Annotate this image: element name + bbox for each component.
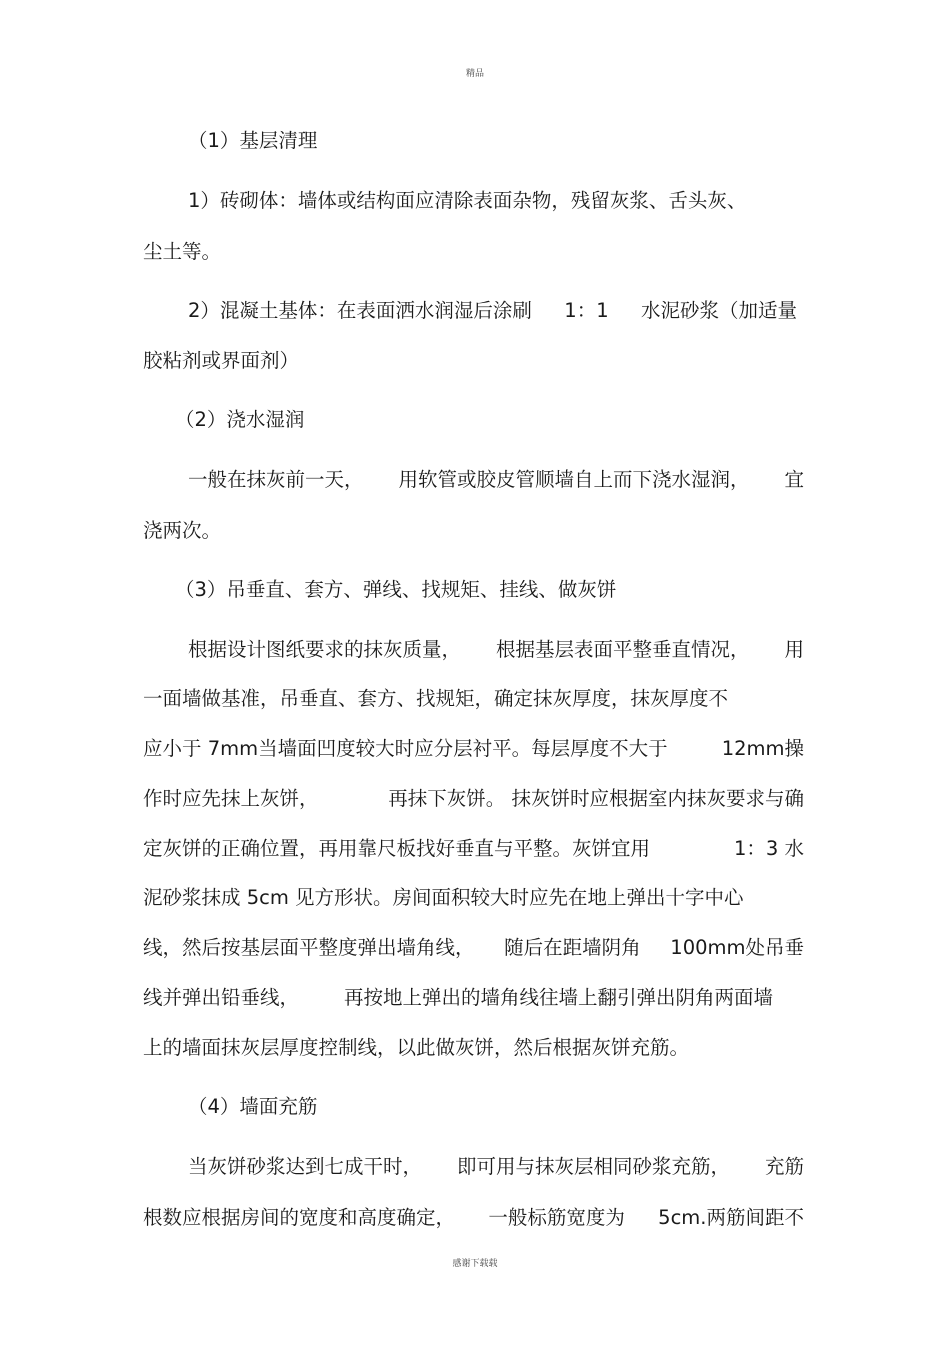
paragraph-line: 当灰饼砂浆达到七成干时， 即可用与抹灰层相同砂浆充筋， 充筋 <box>188 1155 804 1178</box>
paragraph-line: 2）混凝土基体：在表面洒水润湿后涂刷 1：1 水泥砂浆（加适量 <box>188 299 797 322</box>
paragraph-line: 一面墙做基准，吊垂直、套方、找规矩，确定抹灰厚度，抹灰厚度不 <box>143 687 729 710</box>
paragraph-line: 泥砂浆抹成 5cm 见方形状。房间面积较大时应先在地上弹出十字中心 <box>143 886 744 909</box>
heading-1: （1）基层清理 <box>188 129 318 152</box>
paragraph-line: 浇两次。 <box>143 519 222 542</box>
heading-3: （3）吊垂直、套方、弹线、找规矩、挂线、做灰饼 <box>175 578 617 601</box>
page-header: 精品 <box>465 69 484 79</box>
heading-2: （2）浇水湿润 <box>175 408 305 431</box>
paragraph-line: 应小于 7mm当墙面凹度较大时应分层衬平。每层厚度不大于 12mm操 <box>143 737 804 760</box>
paragraph-line: 一般在抹灰前一天， 用软管或胶皮管顺墙自上而下浇水湿润， 宜 <box>188 468 804 491</box>
paragraph-line: 尘土等。 <box>143 240 222 263</box>
heading-4: （4）墙面充筋 <box>188 1095 318 1118</box>
paragraph-line: 上的墙面抹灰层厚度控制线，以此做灰饼，然后根据灰饼充筋。 <box>143 1036 690 1059</box>
paragraph-line: 根数应根据房间的宽度和高度确定， 一般标筋宽度为 5cm.两筋间距不 <box>143 1206 804 1229</box>
paragraph-line: 1）砖砌体：墙体或结构面应清除表面杂物，残留灰浆、舌头灰、 <box>188 189 747 212</box>
paragraph-line: 定灰饼的正确位置，再用靠尺板找好垂直与平整。灰饼宜用 1：3 水 <box>143 837 804 860</box>
paragraph-line: 根据设计图纸要求的抹灰质量， 根据基层表面平整垂直情况， 用 <box>188 638 804 661</box>
paragraph-line: 线并弹出铅垂线， 再按地上弹出的墙角线往墙上翻引弹出阴角两面墙 <box>143 986 773 1009</box>
paragraph-line: 线，然后按基层面平整度弹出墙角线， 随后在距墙阴角 100mm处吊垂 <box>143 936 804 959</box>
paragraph-line: 作时应先抹上灰饼， 再抹下灰饼。 抹灰饼时应根据室内抹灰要求与确 <box>143 787 804 810</box>
paragraph-line: 胶粘剂或界面剂） <box>143 349 300 372</box>
page-footer: 感谢下载载 <box>452 1259 498 1269</box>
